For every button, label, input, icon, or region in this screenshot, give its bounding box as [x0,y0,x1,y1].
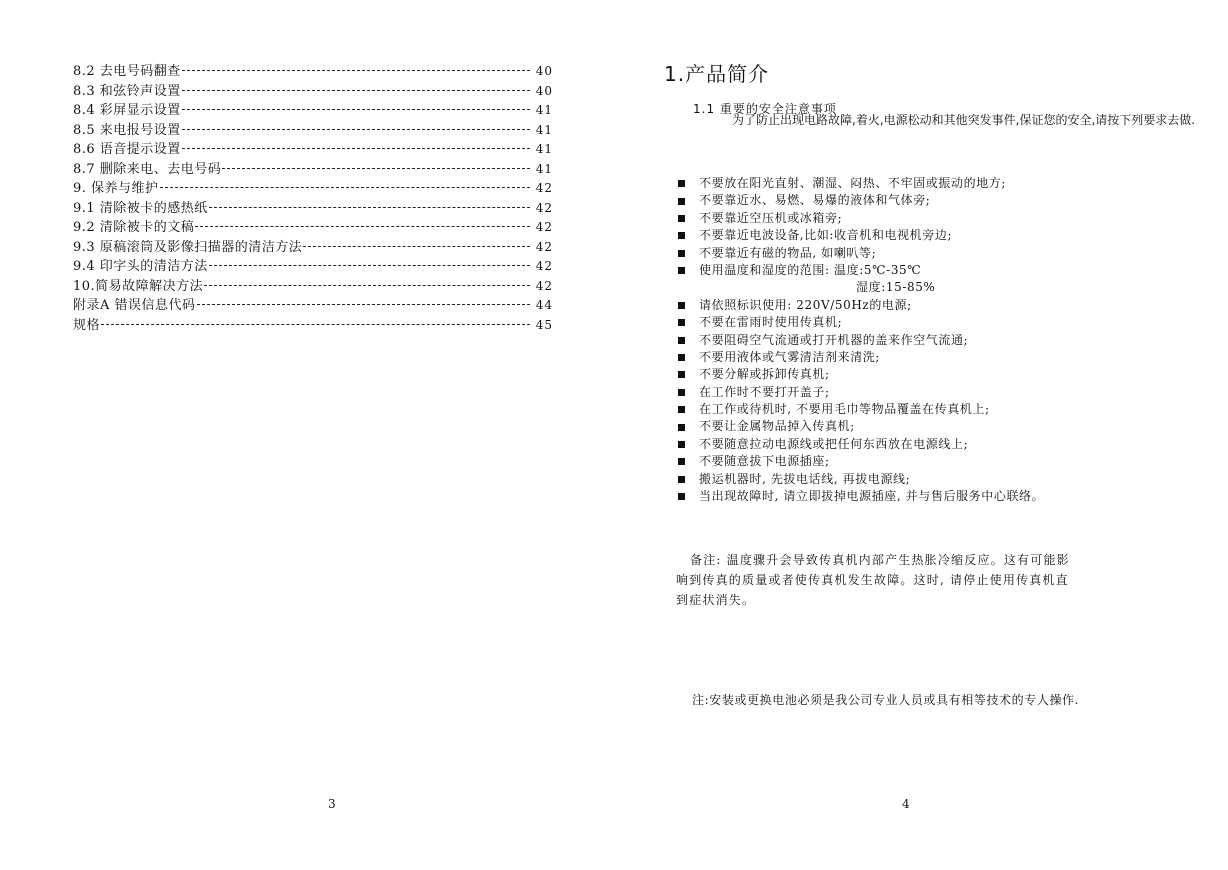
list-item-text: 使用温度和湿度的范围: 温度:5℃-35℃ [699,262,922,277]
temperature-note [676,550,1146,610]
table-of-contents [73,62,553,335]
list-item [678,366,1218,383]
toc-entry-title: 9. 保养与维护 [73,181,159,196]
list-item [678,192,1218,209]
battery-note: 注:安装或更换电池必须是我公司专业人员或具有相等技术的专人操作. [692,693,1080,707]
black-square-bullet-icon [678,406,685,413]
black-square-bullet-icon [678,458,685,465]
list-item [678,245,1218,262]
intro-paragraph: 为了防止出现电路故障,着火,电源松动和其他突发事件,保证您的安全,请按下列要求去做. [732,113,1196,127]
black-square-bullet-icon [678,232,685,239]
list-item [678,262,1218,279]
note-line: 备注: 温度骤升会导致传真机内部产生热胀冷缩反应。这有可能影 [690,553,1070,567]
toc-entry[interactable] [73,140,553,160]
list-item-text: 请依照标识使用: 220V/50Hz的电源; [699,297,912,312]
black-square-bullet-icon [678,476,685,483]
list-item [678,488,1218,505]
chapter-title: 1.产品简介 [664,62,770,86]
list-item [678,227,1218,244]
toc-entry[interactable] [73,238,553,258]
list-item-text: 当出现故障时, 请立即拔掉电源插座, 并与售后服务中心联络。 [699,489,1045,504]
list-item-text: 不要靠近有磁的物品, 如喇叭等; [699,245,877,260]
black-square-bullet-icon [678,198,685,205]
black-square-bullet-icon [678,371,685,378]
list-item-continuation [678,279,1218,296]
toc-entry[interactable] [73,121,553,141]
list-item [678,453,1218,470]
black-square-bullet-icon [678,354,685,361]
toc-entry-title: 9.4 印字头的清洁方法 [73,259,208,274]
toc-entry-title: 8.7 删除来电、去电号码 [73,161,222,177]
toc-entry[interactable] [73,257,553,277]
toc-entry-title: 9.3 原稿滚筒及影像扫描器的清洁方法 [73,239,303,255]
list-item-text: 不要随意拔下电源插座; [699,454,830,469]
toc-entry-title: 8.3 和弦铃声设置 [73,83,181,99]
list-item [678,297,1218,314]
list-item-text: 不要用液体或气雾清洁剂来清洗; [699,349,881,364]
list-item [678,418,1218,435]
toc-entry[interactable] [73,296,553,316]
list-item [678,401,1218,418]
toc-entry-page: 41 [535,103,553,117]
black-square-bullet-icon [678,180,685,187]
note-line: 到症状消失。 [676,593,756,607]
toc-entry-title: 8.2 去电号码翻查 [73,64,181,79]
toc-entry-page: 44 [535,298,553,312]
dot-leader [182,70,530,71]
toc-entry[interactable] [73,160,553,180]
list-item [678,349,1218,366]
list-item-text: 在工作时不要打开盖子; [699,384,830,399]
dot-leader [182,148,530,149]
dot-leader [209,265,530,266]
toc-entry-title: 规格 [73,317,101,333]
toc-entry-title: 9.1 清除被卡的感热纸 [73,200,208,216]
toc-entry-page: 41 [535,142,553,156]
dot-leader [101,324,530,325]
dot-leader [182,90,530,91]
toc-entry-page: 41 [535,122,553,137]
list-item-text: 不要阻碍空气流通或打开机器的盖来作空气流通; [699,332,969,347]
toc-entry-page: 42 [535,220,553,234]
list-item-text: 搬运机器时, 先拔电话线, 再拔电源线; [699,471,911,486]
dot-leader [182,129,530,130]
page-number: 3 [328,797,336,811]
list-item [678,314,1218,331]
dot-leader [303,246,529,247]
toc-entry[interactable] [73,199,553,219]
dot-leader [195,226,529,227]
black-square-bullet-icon [678,319,685,326]
list-item [678,471,1218,488]
toc-entry-page: 45 [535,317,553,332]
dot-leader [204,285,530,286]
page-number: 4 [902,797,910,811]
list-item-text: 湿度:15-85% [856,280,936,295]
toc-entry-page: 42 [535,181,553,195]
list-item-text: 不要随意拉动电源线或把任何东西放在电源线上; [699,436,969,451]
toc-entry[interactable] [73,316,553,336]
dot-leader [182,109,530,110]
black-square-bullet-icon [678,493,685,500]
list-item [678,436,1218,453]
dot-leader [209,207,530,208]
toc-entry-title: 9.2 清除被卡的文稿 [73,220,195,235]
black-square-bullet-icon [678,389,685,396]
toc-entry-title: 10.简易故障解决方法 [73,278,204,294]
toc-entry-title: 8.6 语音提示设置 [73,142,181,157]
toc-entry[interactable] [73,82,553,102]
toc-entry-page: 42 [535,239,553,254]
toc-entry[interactable] [73,277,553,297]
section-heading: 1.1 重要的安全注意事项 [693,102,837,116]
black-square-bullet-icon [678,302,685,309]
toc-entry[interactable] [73,218,553,238]
list-item-text: 不要让金属物品掉入传真机; [699,419,855,434]
toc-entry-page: 42 [535,278,553,293]
toc-entry-page: 41 [535,161,553,176]
note-line: 响到传真的质量或者使传真机发生故障。这时, 请停止使用传真机直 [676,573,1069,587]
dot-leader [222,168,529,169]
toc-entry-title: 8.5 来电报号设置 [73,122,181,138]
black-square-bullet-icon [678,215,685,222]
toc-entry-page: 42 [535,259,553,273]
toc-entry[interactable] [73,101,553,121]
black-square-bullet-icon [678,441,685,448]
list-item-text: 不要靠近电波设备,比如:收音机和电视机旁边; [699,228,953,243]
list-item-text: 不要靠近水、易燃、易爆的液体和气体旁; [699,193,931,208]
toc-entry[interactable] [73,179,553,199]
dot-leader [197,304,530,305]
right-page [614,0,1228,870]
black-square-bullet-icon [678,337,685,344]
dot-leader [160,187,530,188]
toc-entry[interactable] [73,62,553,82]
black-square-bullet-icon [678,424,685,431]
list-item [678,175,1218,192]
list-item-text: 不要在雷雨时使用传真机; [699,315,843,330]
safety-bullet-list [678,175,1218,505]
list-item-text: 不要放在阳光直射、潮湿、闷热、不牢固或振动的地方; [699,176,1007,190]
list-item-text: 不要分解或拆卸传真机; [699,367,830,382]
list-item-text: 不要靠近空压机或冰箱旁; [699,210,843,225]
list-item-text: 在工作或待机时, 不要用毛巾等物品覆盖在传真机上; [699,402,990,417]
toc-entry-page: 42 [535,200,553,215]
black-square-bullet-icon [678,267,685,274]
toc-entry-page: 40 [535,83,553,98]
toc-entry-title: 8.4 彩屏显示设置 [73,103,181,118]
list-item [678,210,1218,227]
toc-entry-page: 40 [535,64,553,78]
toc-entry-title: 附录A 错误信息代码 [73,298,196,313]
black-square-bullet-icon [678,250,685,257]
list-item [678,384,1218,401]
list-item [678,332,1218,349]
